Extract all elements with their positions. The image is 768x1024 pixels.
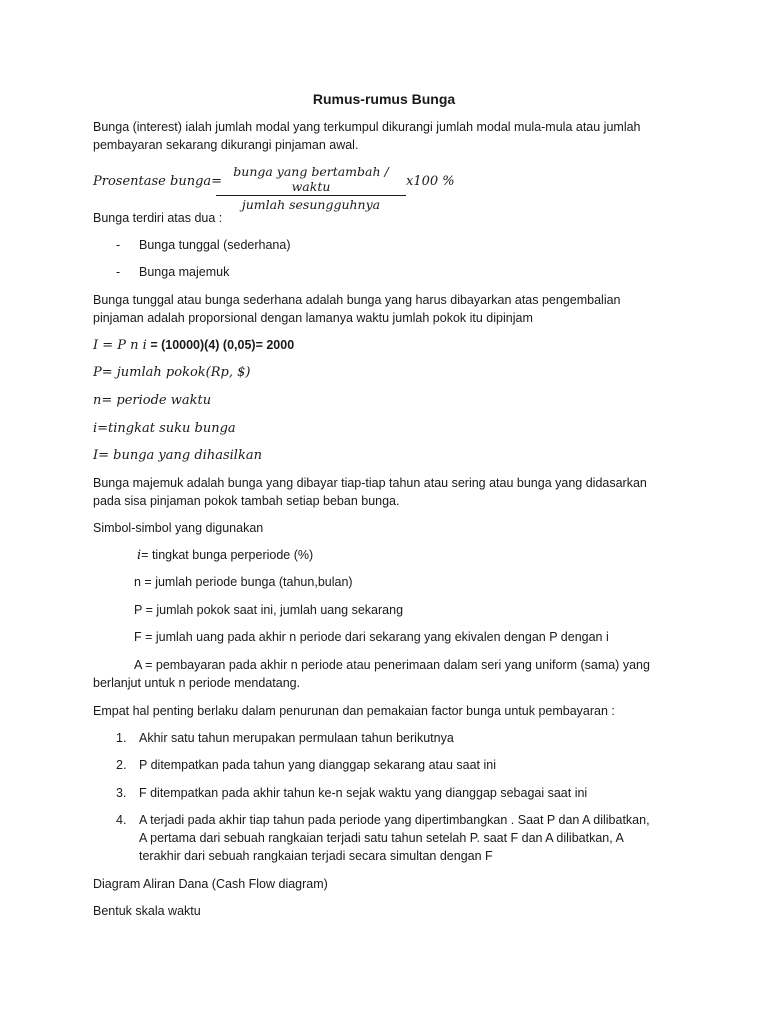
rule-text: P ditempatkan pada tahun yang dianggap sekarang atau saat ini [139,758,496,772]
symbol-a-line-1: A = pembayaran pada akhir n periode atau penerimaan dalam seri yang uniform (sama) yang [134,658,650,672]
bullet-marker: - [116,265,121,279]
types-heading: Bunga terdiri atas dua : [93,211,223,225]
simple-equation [93,337,294,354]
equation-math: I = P n i [93,338,147,353]
rule-number: 4. [116,813,127,827]
cashflow-heading: Diagram Aliran Dana (Cash Flow diagram) [93,877,328,891]
formula-denominator: jumlah sesungguhnya [241,197,381,212]
rules-heading: Empat hal penting berlaku dalam penurunan dan pemakaian factor bunga untuk pembayaran : [93,704,615,718]
rule-text: A pertama dari sebuah rangkaian terjadi satu tahun setelah P. saat F dan A dilibatkan, A [139,831,624,845]
symbol-i-text: = tingkat bunga perperiode (%) [141,548,314,562]
symbol-i-math: i [137,548,142,563]
symbols-heading: Simbol-simbol yang digunakan [93,521,264,535]
definition-interest: I= bunga yang dihasilkan [93,448,262,463]
list-item: Bunga tunggal (sederhana) [139,238,291,252]
rule-number: 2. [116,758,127,772]
symbol-n: n = jumlah periode bunga (tahun,bulan) [134,575,353,589]
rule-text: A terjadi pada akhir tiap tahun pada periode yang dipertimbangkan . Saat P dan A dilibatkan, [139,813,650,827]
formula-fraction [216,164,406,212]
compound-line-1: Bunga majemuk adalah bunga yang dibayar tiap-tiap tahun atau sering atau bunga yang didasarkan [93,476,647,490]
list-item: Bunga majemuk [139,265,230,279]
intro-line-1: Bunga (interest) ialah jumlah modal yang terkumpul dikurangi jumlah modal mula-mula atau jumlah [93,120,641,134]
page-title: Rumus-rumus Bunga [312,91,456,107]
compound-line-2: pada sisa pinjaman pokok tambah setiap beban bunga. [93,494,400,508]
formula-rhs: x100 % [406,174,455,189]
rule-text: terakhir dari sebuah rangkaian terjadi secara simultan dengan F [139,849,493,863]
simple-line-2: pinjaman adalah proporsional dengan lamanya waktu jumlah pokok itu dipinjam [93,311,533,325]
fraction-bar [216,195,406,196]
intro-line-2: pembayaran sekarang dikurangi pinjaman awal. [93,138,359,152]
symbol-a-line-2: berlanjut untuk n periode mendatang. [93,676,301,690]
equation-values: = (10000)(4) (0,05)= 2000 [146,338,295,352]
formula-lhs: Prosentase bunga= [93,174,223,189]
simple-line-1: Bunga tunggal atau bunga sederhana adalah bunga yang harus dibayarkan atas pengembalian [93,293,621,307]
rule-number: 1. [116,731,127,745]
symbol-f: F = jumlah uang pada akhir n periode dari sekarang yang ekivalen dengan P dengan i [134,630,609,644]
rule-text: Akhir satu tahun merupakan permulaan tahun berikutnya [139,731,454,745]
definition-p: P= jumlah pokok(Rp, $) [93,365,251,380]
rule-number: 3. [116,786,127,800]
cashflow-subheading: Bentuk skala waktu [93,904,201,918]
symbol-i [137,547,313,564]
symbol-p: P = jumlah pokok saat ini, jumlah uang sekarang [134,603,404,617]
rule-text: F ditempatkan pada akhir tahun ke-n sejak waktu yang dianggap sebagai saat ini [139,786,588,800]
bullet-marker: - [116,238,121,252]
definition-n: n= periode waktu [93,393,212,408]
definition-i: i=tingkat suku bunga [93,421,236,436]
formula-numerator: bunga yang bertambah / waktu [233,164,389,194]
